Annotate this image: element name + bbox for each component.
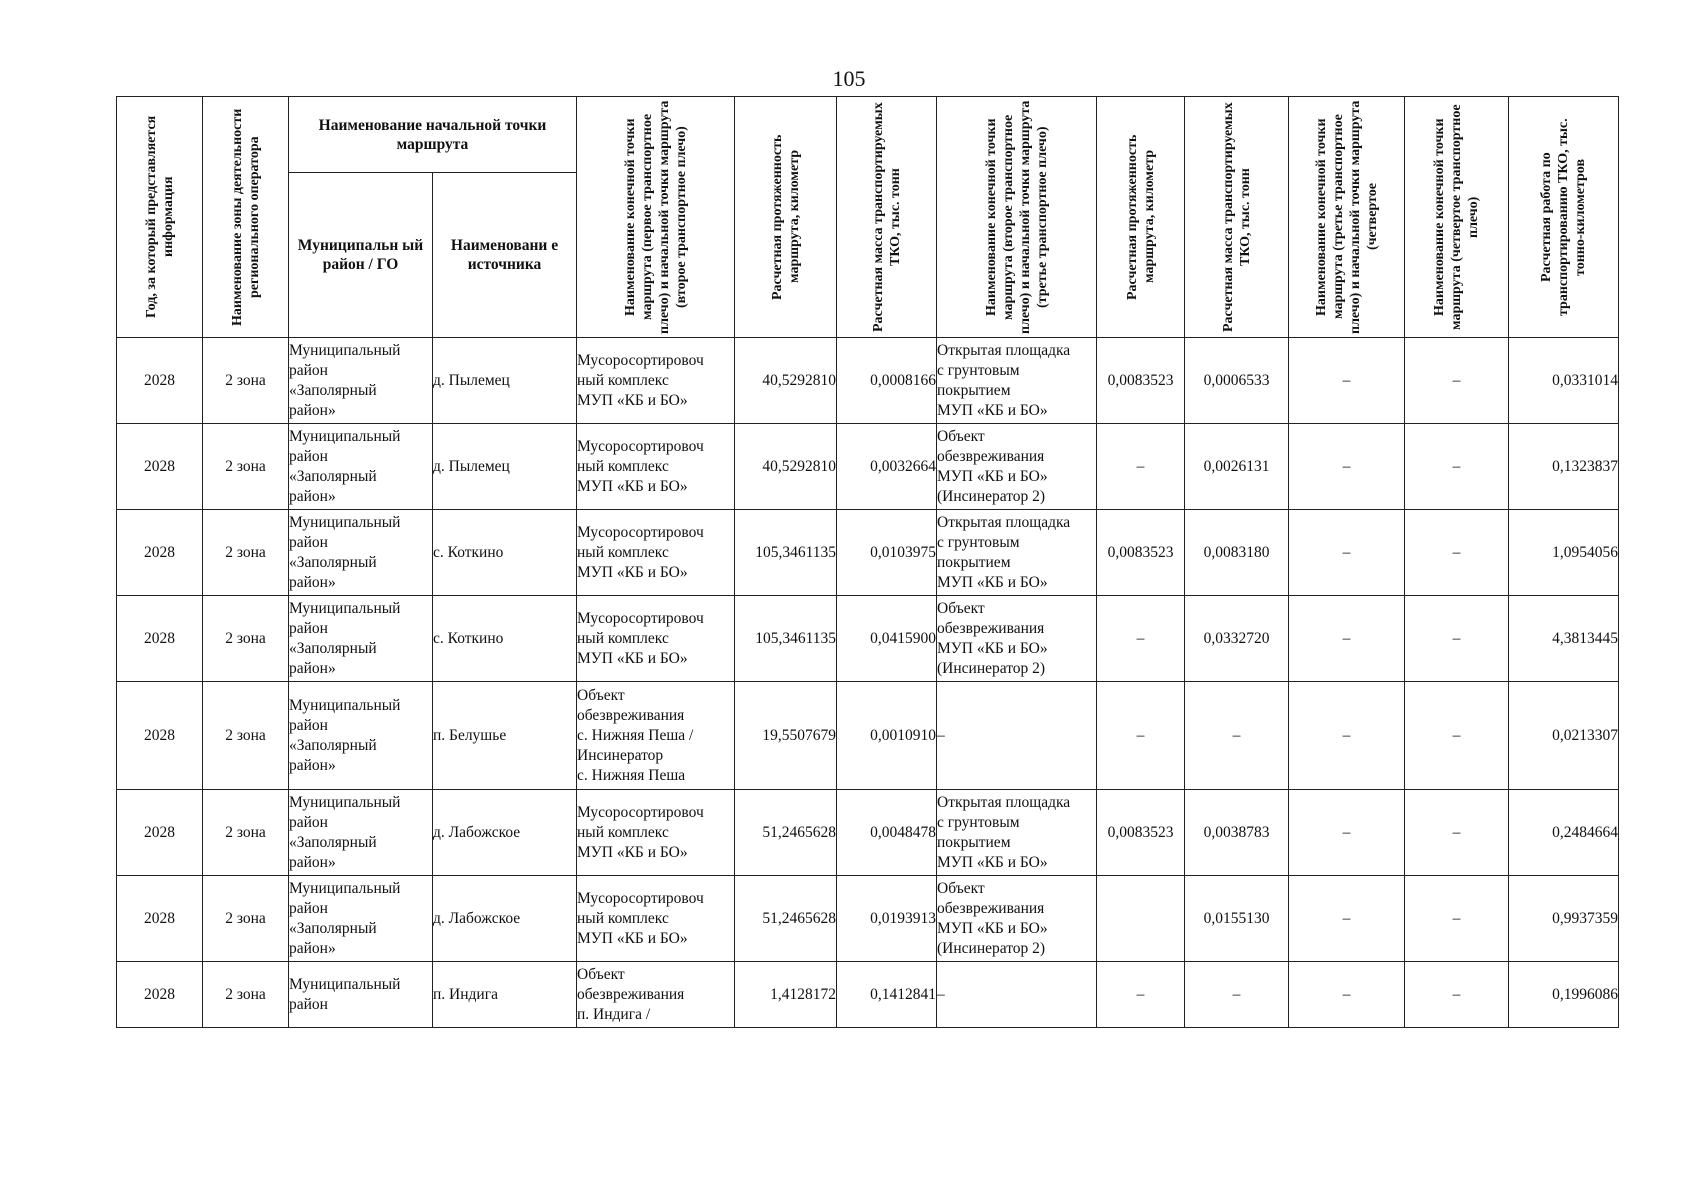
table-row [117,596,1619,682]
cell-work: 0,1996086 [1509,962,1619,1028]
cell-mass2: – [1185,962,1289,1028]
cell-municipality: Муниципальный район «Заполярный район» [289,596,433,682]
cell-end2: Объект обезвреживания МУП «КБ и БО» (Инсинератор 2) [937,424,1097,510]
cell-end1: Объект обезвреживания п. Индига / [577,962,735,1028]
cell-zone: 2 зона [203,596,289,682]
header-mass-2: Расчетная масса транспортируемых ТКО, тыс. тонн [1185,97,1289,338]
cell-end1: Мусоросортировоч ный комплекс МУП «КБ и БО» [577,790,735,876]
header-mass-1: Расчетная масса транспортируемых ТКО, тыс. тонн [837,97,937,338]
cell-dist2: – [1097,962,1185,1028]
table-row [117,424,1619,510]
cell-zone: 2 зона [203,338,289,424]
table-row [117,682,1619,790]
cell-end4: – [1405,962,1509,1028]
cell-mass1: 0,0193913 [837,876,937,962]
cell-end2: Объект обезвреживания МУП «КБ и БО» (Инсинератор 2) [937,876,1097,962]
header-zone: Наименование зоны деятельности регионального оператора [203,97,289,338]
table-body [117,338,1619,1028]
cell-dist1: 105,3461135 [735,596,837,682]
table-row [117,876,1619,962]
cell-end4: – [1405,790,1509,876]
cell-zone: 2 зона [203,510,289,596]
header-start-point: Наименование начальной точки маршрута [289,97,577,173]
cell-end1: Мусоросортировоч ный комплекс МУП «КБ и БО» [577,510,735,596]
cell-mass1: 0,0010910 [837,682,937,790]
cell-dist2 [1097,876,1185,962]
header-end-point-2: Наименование конечной точки маршрута (второе транспортное плечо) и начальной точки маршрута (третье транспортное плечо) [937,97,1097,338]
cell-mass1: 0,0032664 [837,424,937,510]
cell-year: 2028 [117,790,203,876]
cell-mass2: 0,0332720 [1185,596,1289,682]
table-row [117,338,1619,424]
cell-work: 0,0331014 [1509,338,1619,424]
cell-end2: – [937,682,1097,790]
cell-municipality: Муниципальный район «Заполярный район» [289,338,433,424]
cell-source: д. Лабожское [433,790,577,876]
cell-dist2: – [1097,424,1185,510]
header-municipality: Муниципальн ый район / ГО [289,173,433,338]
cell-end4: – [1405,596,1509,682]
cell-end3: – [1289,790,1405,876]
cell-end2: – [937,962,1097,1028]
cell-end3: – [1289,338,1405,424]
cell-work: 0,1323837 [1509,424,1619,510]
header-distance-1: Расчетная протяженность маршрута, километр [735,97,837,338]
cell-end4: – [1405,338,1509,424]
header-end-point-4: Наименование конечной точки маршрута (четвертое транспортное плечо) [1405,97,1509,338]
cell-end3: – [1289,596,1405,682]
cell-dist2: – [1097,682,1185,790]
cell-end1: Мусоросортировоч ный комплекс МУП «КБ и БО» [577,596,735,682]
cell-mass2: 0,0155130 [1185,876,1289,962]
cell-dist1: 1,4128172 [735,962,837,1028]
cell-end1: Мусоросортировоч ный комплекс МУП «КБ и БО» [577,338,735,424]
cell-dist1: 51,2465628 [735,790,837,876]
header-end-point-3: Наименование конечной точки маршрута (третье транспортное плечо) и начальной точки маршрута (четвертое [1289,97,1405,338]
cell-zone: 2 зона [203,962,289,1028]
cell-end3: – [1289,876,1405,962]
cell-end1: Мусоросортировоч ный комплекс МУП «КБ и БО» [577,876,735,962]
cell-dist1: 19,5507679 [735,682,837,790]
cell-mass1: 0,0008166 [837,338,937,424]
cell-year: 2028 [117,338,203,424]
cell-end1: Мусоросортировоч ный комплекс МУП «КБ и БО» [577,424,735,510]
cell-end3: – [1289,962,1405,1028]
cell-dist1: 105,3461135 [735,510,837,596]
cell-year: 2028 [117,682,203,790]
cell-mass2: 0,0038783 [1185,790,1289,876]
cell-source: п. Белушье [433,682,577,790]
cell-zone: 2 зона [203,876,289,962]
header-distance-2: Расчетная протяженность маршрута, километр [1097,97,1185,338]
cell-source: д. Пылемец [433,424,577,510]
cell-municipality: Муниципальный район «Заполярный район» [289,510,433,596]
table-row [117,962,1619,1028]
page-number: 105 [832,66,866,91]
cell-mass1: 0,0103975 [837,510,937,596]
cell-dist1: 40,5292810 [735,338,837,424]
cell-work: 0,9937359 [1509,876,1619,962]
cell-municipality: Муниципальный район «Заполярный район» [289,424,433,510]
cell-year: 2028 [117,510,203,596]
cell-dist2: – [1097,596,1185,682]
table-header [117,97,1619,338]
cell-end4: – [1405,510,1509,596]
routes-table [116,96,1619,1028]
cell-municipality: Муниципальный район «Заполярный район» [289,876,433,962]
cell-end2: Открытая площадка с грунтовым покрытием МУП «КБ и БО» [937,338,1097,424]
cell-end4: – [1405,682,1509,790]
cell-year: 2028 [117,424,203,510]
cell-end1: Объект обезвреживания с. Нижняя Пеша / Инсинератор с. Нижняя Пеша [577,682,735,790]
cell-work: 4,3813445 [1509,596,1619,682]
cell-zone: 2 зона [203,424,289,510]
cell-source: п. Индига [433,962,577,1028]
cell-work: 1,0954056 [1509,510,1619,596]
cell-mass2: 0,0083180 [1185,510,1289,596]
cell-mass1: 0,0415900 [837,596,937,682]
cell-municipality: Муниципальный район «Заполярный район» [289,790,433,876]
cell-dist2: 0,0083523 [1097,790,1185,876]
cell-end3: – [1289,424,1405,510]
header-end-point-1: Наименование конечной точки маршрута (первое транспортное плечо) и начальной точки маршрута (второе транспортное плечо) [577,97,735,338]
cell-work: 0,2484664 [1509,790,1619,876]
cell-end2: Объект обезвреживания МУП «КБ и БО» (Инсинератор 2) [937,596,1097,682]
cell-dist1: 51,2465628 [735,876,837,962]
header-year: Год, за который представляется информация [117,97,203,338]
cell-mass1: 0,1412841 [837,962,937,1028]
cell-dist2: 0,0083523 [1097,338,1185,424]
cell-source: с. Коткино [433,596,577,682]
cell-dist2: 0,0083523 [1097,510,1185,596]
table-row [117,510,1619,596]
cell-mass1: 0,0048478 [837,790,937,876]
header-source: Наименовани е источника [433,173,577,338]
cell-end4: – [1405,876,1509,962]
cell-end4: – [1405,424,1509,510]
cell-end3: – [1289,682,1405,790]
cell-zone: 2 зона [203,790,289,876]
cell-work: 0,0213307 [1509,682,1619,790]
cell-source: д. Лабожское [433,876,577,962]
cell-municipality: Муниципальный район [289,962,433,1028]
cell-end3: – [1289,510,1405,596]
cell-end2: Открытая площадка с грунтовым покрытием МУП «КБ и БО» [937,510,1097,596]
header-transport-work: Расчетная работа по транспортированию ТКО, тыс. тонно-километров [1509,97,1619,338]
cell-mass2: – [1185,682,1289,790]
cell-municipality: Муниципальный район «Заполярный район» [289,682,433,790]
cell-year: 2028 [117,876,203,962]
cell-source: с. Коткино [433,510,577,596]
cell-dist1: 40,5292810 [735,424,837,510]
cell-source: д. Пылемец [433,338,577,424]
cell-zone: 2 зона [203,682,289,790]
cell-end2: Открытая площадка с грунтовым покрытием МУП «КБ и БО» [937,790,1097,876]
cell-year: 2028 [117,962,203,1028]
cell-mass2: 0,0026131 [1185,424,1289,510]
cell-year: 2028 [117,596,203,682]
cell-mass2: 0,0006533 [1185,338,1289,424]
table-row [117,790,1619,876]
